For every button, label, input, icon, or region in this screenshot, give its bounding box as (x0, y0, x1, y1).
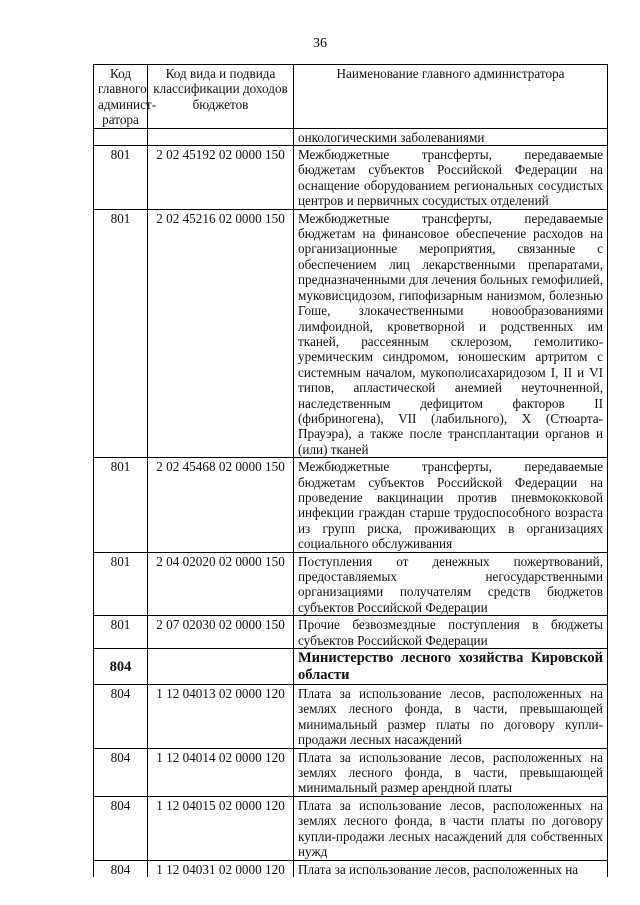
table-section-row (94, 649, 608, 685)
table-row (94, 552, 608, 616)
admin-name-cell: Плата за использование лесов, расположенных на (294, 860, 608, 877)
admin-code-cell: 801 (94, 146, 148, 210)
admin-name-cell: Плата за использование лесов, расположенных на землях лесного фонда, в части платы по договору купли-продажи лесных насаждений для собственных нужд (294, 796, 608, 860)
revenue-code-cell: 2 02 45192 02 0000 150 (148, 146, 294, 210)
admin-name-cell: Межбюджетные трансферты, передаваемые бюджетам субъектов Российской Федерации на проведение вакцинации против пневмококковой инфекции граждан старше трудоспособного возраста из групп риска, проживающих в организациях социального обслуживания (294, 458, 608, 552)
table-row (94, 146, 608, 210)
admin-code-cell: 801 (94, 458, 148, 552)
admin-code-cell (94, 128, 148, 145)
admin-name-cell: Плата за использование лесов, расположенных на землях лесного фонда, в части, превышающей минимальный размер платы по договору купли-продажи лесных насаждений (294, 685, 608, 749)
table-row (94, 860, 608, 877)
revenue-code-cell: 1 12 04014 02 0000 120 (148, 748, 294, 796)
admin-code-cell: 801 (94, 209, 148, 458)
header-revenue-code: Код вида и подвида классификации доходов бюджетов (148, 65, 294, 129)
admin-code-cell: 804 (94, 748, 148, 796)
revenue-administrators-table (93, 64, 608, 877)
revenue-code-cell (148, 649, 294, 685)
revenue-code-cell: 2 07 02030 02 0000 150 (148, 616, 294, 649)
revenue-code-cell: 2 02 45468 02 0000 150 (148, 458, 294, 552)
table-row (94, 685, 608, 749)
admin-code-cell: 801 (94, 616, 148, 649)
admin-name-cell: Межбюджетные трансферты, передаваемые бюджетам на финансовое обеспечение расходов на организационные мероприятия, связанные с обеспечением лиц лекарственными препаратами, предназначенными для лечения больных гемофилией, муковисцидозом, гипофизарным нанизмом, болезнью Гоше, злокачественными новообразованиями лимфоидной, кроветворной и родственных им тканей, рассеянным склерозом, гемолитико-уремическим синдромом, юношеским артритом с системным началом, мукополисахаридозом I, II и VI типов, апластической анемией неуточненной, наследственным дефицитом факторов II (фибриногена), VII (лабильного), X (Стюарта-Прауэра), а также после трансплантации органов и (или) тканей (294, 209, 608, 458)
revenue-code-cell (148, 128, 294, 145)
table-header-row (94, 65, 608, 129)
table-row (94, 748, 608, 796)
admin-code-cell: 801 (94, 552, 148, 616)
table-row (94, 458, 608, 552)
revenue-code-cell: 2 04 02020 02 0000 150 (148, 552, 294, 616)
admin-code-cell: 804 (94, 649, 148, 685)
revenue-code-cell: 1 12 04031 02 0000 120 (148, 860, 294, 877)
admin-name-cell: Поступления от денежных пожертвований, предоставляемых негосударственными организациями получателям средств бюджетов субъектов Российской Федерации (294, 552, 608, 616)
page-number: 36 (313, 36, 327, 51)
admin-code-cell: 804 (94, 796, 148, 860)
header-admin-code: Код главного админист-ратора (94, 65, 148, 129)
revenue-code-cell: 1 12 04015 02 0000 120 (148, 796, 294, 860)
table-row (94, 796, 608, 860)
table-row (94, 128, 608, 145)
revenue-code-cell: 2 02 45216 02 0000 150 (148, 209, 294, 458)
header-admin-name: Наименование главного администратора (294, 65, 608, 129)
admin-code-cell: 804 (94, 685, 148, 749)
admin-code-cell: 804 (94, 860, 148, 877)
admin-name-cell: Межбюджетные трансферты, передаваемые бюджетам субъектов Российской Федерации на оснащение оборудованием региональных сосудистых центров и первичных сосудистых отделений (294, 146, 608, 210)
table-row (94, 616, 608, 649)
admin-name-cell: Прочие безвозмездные поступления в бюджеты субъектов Российской Федерации (294, 616, 608, 649)
revenue-code-cell: 1 12 04013 02 0000 120 (148, 685, 294, 749)
admin-name-cell: Министерство лесного хозяйства Кировской области (294, 649, 608, 685)
admin-name-cell: Плата за использование лесов, расположенных на землях лесного фонда, в части, превышающей минимальный размер арендной платы (294, 748, 608, 796)
table-row (94, 209, 608, 458)
admin-name-cell: онкологическими заболеваниями (294, 128, 608, 145)
